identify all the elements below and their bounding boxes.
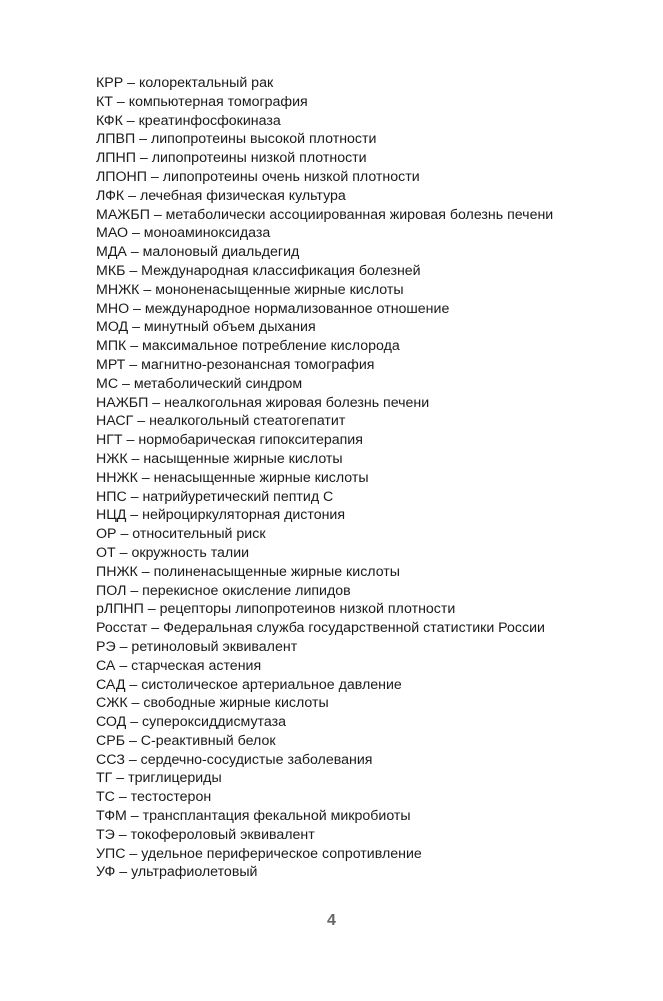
abbreviation-entry: ЛПОНП – липопротеины очень низкой плотности xyxy=(96,168,420,185)
abbreviation-entry: САД – систолическое артериальное давление xyxy=(96,676,402,693)
abbreviation-entry: УФ – ультрафиолетовый xyxy=(96,864,258,881)
abbreviation-entry: СА – старческая астения xyxy=(96,657,262,674)
abbreviation-entry: ССЗ – сердечно-сосудистые заболевания xyxy=(96,751,373,768)
abbreviation-entry: РЭ – ретиноловый эквивалент xyxy=(96,638,298,655)
abbreviation-entry: ННЖК – ненасыщенные жирные кислоты xyxy=(96,469,369,486)
abbreviation-entry: МС – метаболический синдром xyxy=(96,375,303,392)
abbreviation-entry: ПНЖК – полиненасыщенные жирные кислоты xyxy=(96,563,400,580)
abbreviation-entry: МНО – международное нормализованное отношение xyxy=(96,300,450,317)
abbreviation-entry: МНЖК – мононенасыщенные жирные кислоты xyxy=(96,281,404,298)
abbreviation-entry: ТФМ – трансплантация фекальной микробиоты xyxy=(96,808,411,825)
abbreviation-entry: ТЭ – токофероловый эквивалент xyxy=(96,826,315,843)
abbreviation-entry: НПС – натрийуретический пептид С xyxy=(96,488,334,505)
abbreviation-entry: НЖК – насыщенные жирные кислоты xyxy=(96,450,343,467)
abbreviation-entry: ПОЛ – перекисное окисление липидов xyxy=(96,582,351,599)
abbreviation-list xyxy=(96,74,616,882)
abbreviation-entry: МОД – минутный объем дыхания xyxy=(96,319,316,336)
abbreviation-entry: ОТ – окружность талии xyxy=(96,544,250,561)
abbreviation-entry: НЦД – нейроциркуляторная дистония xyxy=(96,507,346,524)
abbreviation-entry: ТГ – триглицериды xyxy=(96,770,222,787)
abbreviation-entry: СЖК – свободные жирные кислоты xyxy=(96,695,329,712)
abbreviation-entry: ОР – относительный риск xyxy=(96,526,266,543)
abbreviation-entry: МКБ – Международная классификация болезней xyxy=(96,262,421,279)
abbreviation-entry: МАО – моноаминоксидаза xyxy=(96,225,271,242)
abbreviation-entry: Росстат – Федеральная служба государственной статистики России xyxy=(96,620,545,637)
abbreviation-entry: МПК – максимальное потребление кислорода xyxy=(96,338,400,355)
abbreviation-entry: НАСГ – неалкогольный стеатогепатит xyxy=(96,413,346,430)
abbreviation-entry: СРБ – С-реактивный белок xyxy=(96,732,276,749)
abbreviation-entry: МДА – малоновый диальдегид xyxy=(96,244,300,261)
abbreviation-entry: УПС – удельное периферическое сопротивление xyxy=(96,845,422,862)
abbreviation-entry: СОД – супероксиддисмутаза xyxy=(96,714,287,731)
abbreviation-entry: КФК – креатинфосфокиназа xyxy=(96,112,281,129)
abbreviation-entry: ТС – тестостерон xyxy=(96,789,212,806)
page-number: 4 xyxy=(327,912,336,929)
abbreviation-entry: ЛПНП – липопротеины низкой плотности xyxy=(96,150,367,167)
abbreviation-entry: ЛПВП – липопротеины высокой плотности xyxy=(96,131,377,148)
abbreviation-entry: КРР – колоректальный рак xyxy=(96,75,274,91)
abbreviation-entry: НАЖБП – неалкогольная жировая болезнь печени xyxy=(96,394,430,411)
abbreviation-entry: КТ – компьютерная томография xyxy=(96,93,308,110)
abbreviation-entry: рЛПНП – рецепторы липопротеинов низкой плотности xyxy=(96,601,456,618)
abbreviation-entry: НГТ – нормобарическая гипокситерапия xyxy=(96,432,363,449)
abbreviation-entry: МАЖБП – метаболически ассоциированная жировая болезнь печени xyxy=(96,206,554,223)
abbreviation-entry: ЛФК – лечебная физическая культура xyxy=(96,187,346,204)
abbreviation-entry: МРТ – магнитно-резонансная томография xyxy=(96,356,375,373)
